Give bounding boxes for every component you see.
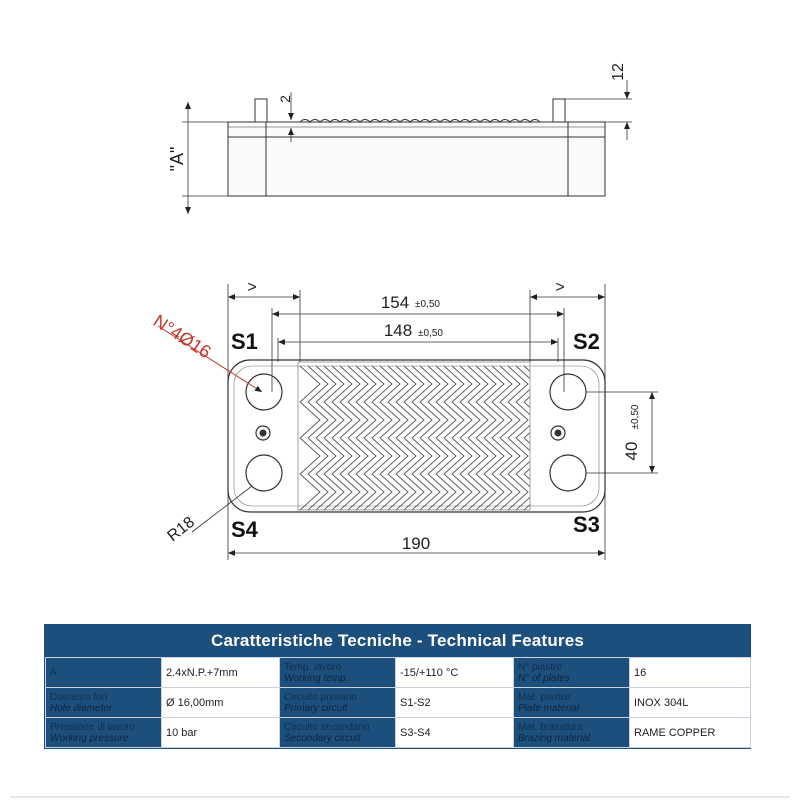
spec-label: [514, 718, 630, 748]
spec-value: INOX 304L: [630, 688, 751, 718]
spec-label: [46, 658, 162, 688]
spec-value: S1-S2: [396, 688, 514, 718]
spec-value: Ø 16,00mm: [162, 688, 280, 718]
spec-label-it: Temp. lavoro: [284, 661, 342, 673]
port-hole-s4: [246, 455, 282, 491]
spec-label-en: Secondary circuit: [284, 732, 361, 744]
technical-features-table: [45, 657, 751, 748]
spec-label-en: Working pressure: [50, 732, 129, 744]
dim-label-inner-tolerance: ±0,50: [418, 328, 443, 339]
spec-label-it: Circuito secondario: [284, 721, 370, 733]
spec-value: 10 bar: [162, 718, 280, 748]
port-label-s3: S3: [573, 512, 600, 537]
spec-label: [280, 718, 396, 748]
spec-value: S3-S4: [396, 718, 514, 748]
spec-label: [46, 718, 162, 748]
dim-label-vertical: 40: [622, 441, 641, 461]
spec-label-it: Mat. piastre: [518, 691, 571, 703]
spec-label: [280, 658, 396, 688]
dim-label-radius: R18: [164, 513, 199, 546]
dim-label-height-a: "A": [167, 146, 187, 172]
spec-label-en: N° of plates: [518, 672, 570, 684]
table-row: [46, 688, 751, 718]
dim-label-vertical-tolerance: ±0,50: [630, 404, 641, 430]
spec-label-it: Diametro fori: [50, 691, 108, 703]
technical-features-panel: [44, 624, 751, 749]
dim-label-spacing-right: >: [555, 279, 565, 296]
port-label-s4: S4: [231, 517, 258, 542]
spec-value: RAME COPPER: [630, 718, 751, 748]
side-view-connector-right: [553, 99, 565, 122]
spec-label-en: Primary circuit: [284, 702, 348, 714]
front-view: [228, 360, 605, 512]
table-row: [46, 718, 751, 748]
spec-label-it: A: [50, 667, 57, 678]
dim-label-holes: N°4Ø16: [149, 310, 215, 363]
dim-label-spacing-left: >: [247, 279, 257, 296]
dim-label-gap: 2: [277, 95, 293, 103]
spec-label-en: Working temp.: [284, 672, 349, 684]
dim-label-inner-span: 148: [383, 321, 413, 340]
spec-label-it: Mat. brasatura: [518, 721, 583, 733]
plate-outline: [228, 360, 605, 512]
port-hole-s1: [246, 374, 282, 410]
spec-label: [46, 688, 162, 718]
spec-label-en: Hole diameter: [50, 702, 113, 714]
spec-label: [514, 688, 630, 718]
spec-label-it: Pressione di lavoro: [50, 721, 136, 733]
side-view-connector-left: [255, 99, 267, 122]
spec-value: 2.4xN.P.+7mm: [162, 658, 280, 688]
spec-value: 16: [630, 658, 751, 688]
spec-label-it: Circuito primario: [284, 691, 357, 703]
dim-label-outer-tolerance: ±0,50: [415, 299, 440, 310]
port-hole-s3: [550, 455, 586, 491]
spec-label: [514, 658, 630, 688]
technical-features-title: Caratteristiche Tecniche - Technical Features: [45, 625, 750, 657]
spec-label-en: Brazing material: [518, 732, 591, 744]
side-view-body: [228, 122, 605, 196]
dim-label-outer-span: 154: [380, 293, 410, 312]
spec-label-it: N° piastre: [518, 661, 563, 673]
port-hole-s2: [550, 374, 586, 410]
footer-divider: [10, 796, 790, 798]
spec-label-en: Plate material: [518, 702, 580, 714]
dim-label-connector-height: 12: [610, 63, 627, 81]
dim-label-width: 190: [401, 534, 431, 553]
port-label-s2: S2: [573, 329, 600, 354]
spec-value: -15/+110 °C: [396, 658, 514, 688]
side-view: [182, 80, 632, 214]
spec-label: [280, 688, 396, 718]
port-label-s1: S1: [231, 329, 258, 354]
table-row: [46, 658, 751, 688]
